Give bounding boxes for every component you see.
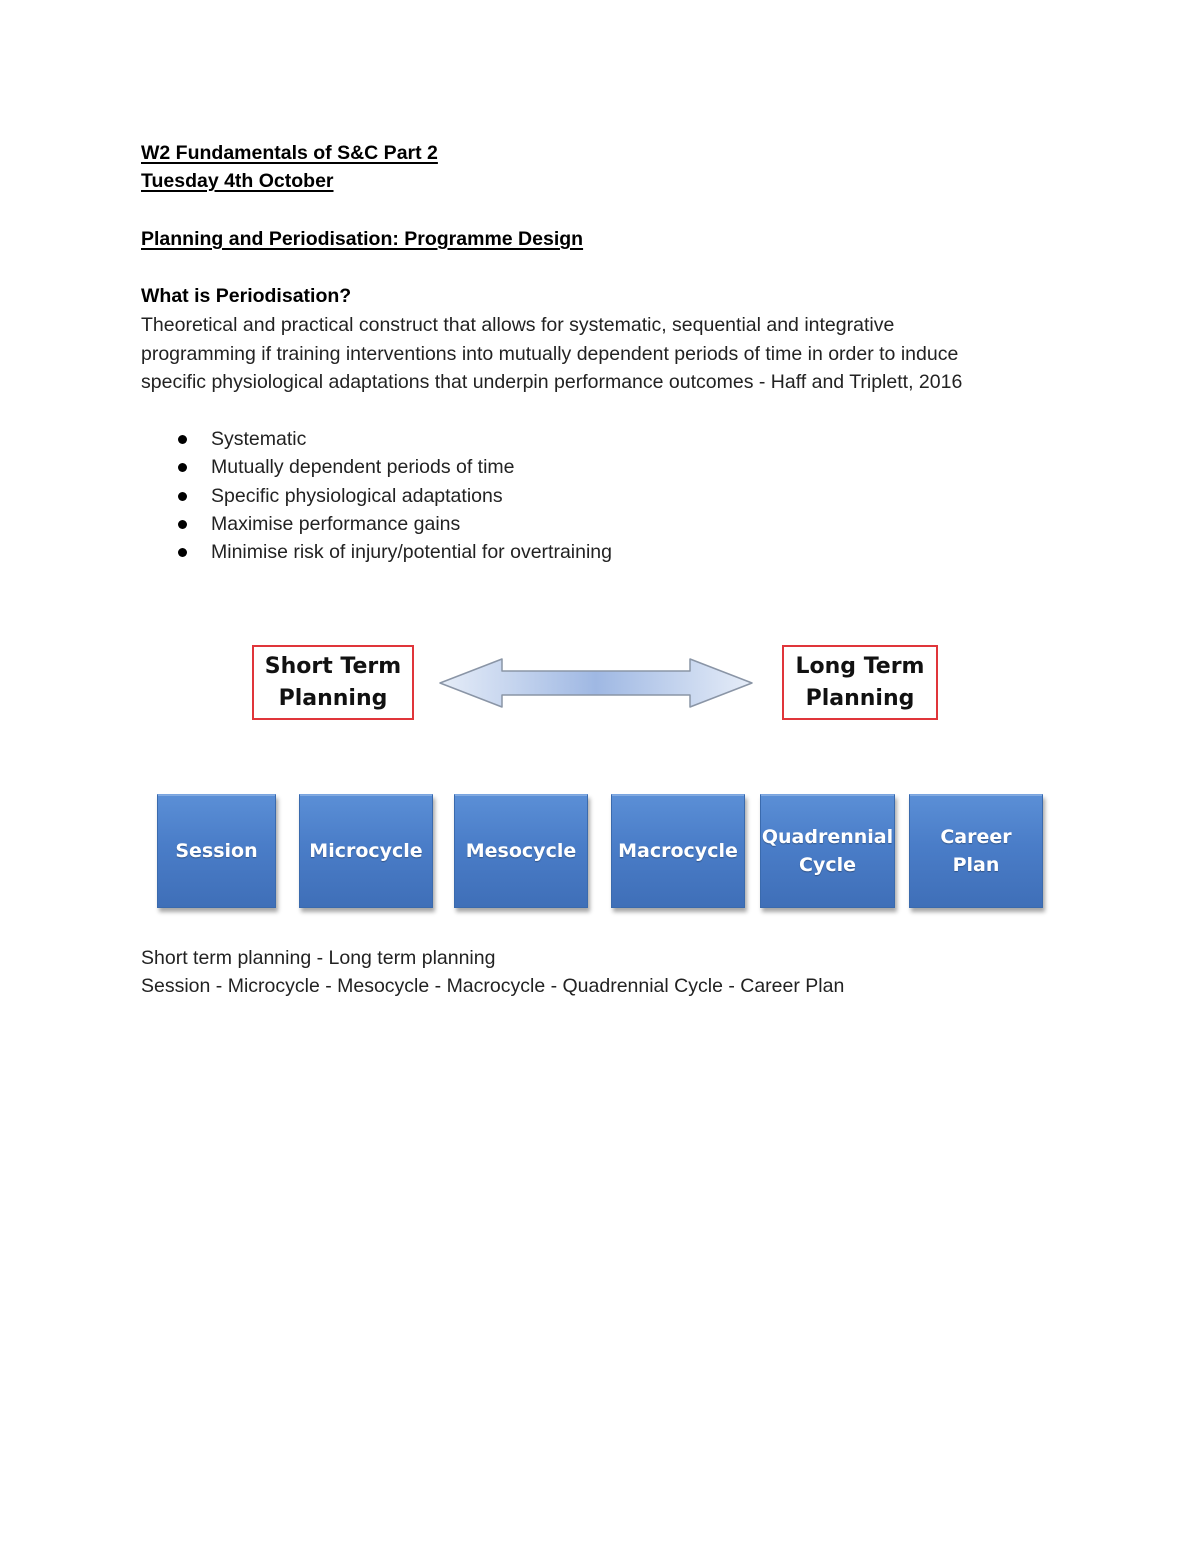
- cycle-box-macrocycle: Macrocycle: [611, 794, 745, 908]
- list-item: Maximise performance gains: [141, 510, 612, 538]
- document-date: Tuesday 4th October: [141, 170, 334, 192]
- cycle-box-microcycle: Microcycle: [299, 794, 433, 908]
- list-item: Specific physiological adaptations: [141, 482, 612, 510]
- bullet-icon: [178, 548, 187, 557]
- cycle-box-quadrennial-cycle: Quadrennial Cycle: [760, 794, 895, 908]
- double-arrow-icon: [436, 655, 756, 711]
- bullet-icon: [178, 520, 187, 529]
- list-item: Minimise risk of injury/potential for overtraining: [141, 538, 612, 566]
- bullet-icon: [178, 492, 187, 501]
- section-title: Planning and Periodisation: Programme Design: [141, 228, 584, 250]
- cycle-box-career-plan: Career Plan: [909, 794, 1043, 908]
- list-item: Systematic: [141, 425, 612, 453]
- list-item: Mutually dependent periods of time: [141, 453, 612, 481]
- bullet-icon: [178, 463, 187, 472]
- summary-line-planning: Short term planning - Long term planning: [141, 947, 496, 969]
- definition-line: programming if training interventions into mutually dependent periods of time in order to induce: [141, 342, 959, 365]
- bullet-icon: [178, 435, 187, 444]
- short-term-planning-box: Short Term Planning: [252, 645, 414, 720]
- long-term-planning-box: Long Term Planning: [782, 645, 938, 720]
- summary-line-cycles: Session - Microcycle - Mesocycle - Macrocycle - Quadrennial Cycle - Career Plan: [141, 975, 845, 997]
- document-title: W2 Fundamentals of S&C Part 2: [141, 142, 438, 164]
- definition-line: Theoretical and practical construct that allows for systematic, sequential and integrative: [141, 314, 895, 336]
- bullet-list: [141, 425, 612, 566]
- cycle-box-session: Session: [157, 794, 276, 908]
- cycle-box-mesocycle: Mesocycle: [454, 794, 588, 908]
- definition-line: specific physiological adaptations that underpin performance outcomes - Haff and Triplett, 2016: [141, 371, 963, 393]
- question-heading: What is Periodisation?: [141, 285, 352, 307]
- definition-paragraph: [141, 311, 1071, 397]
